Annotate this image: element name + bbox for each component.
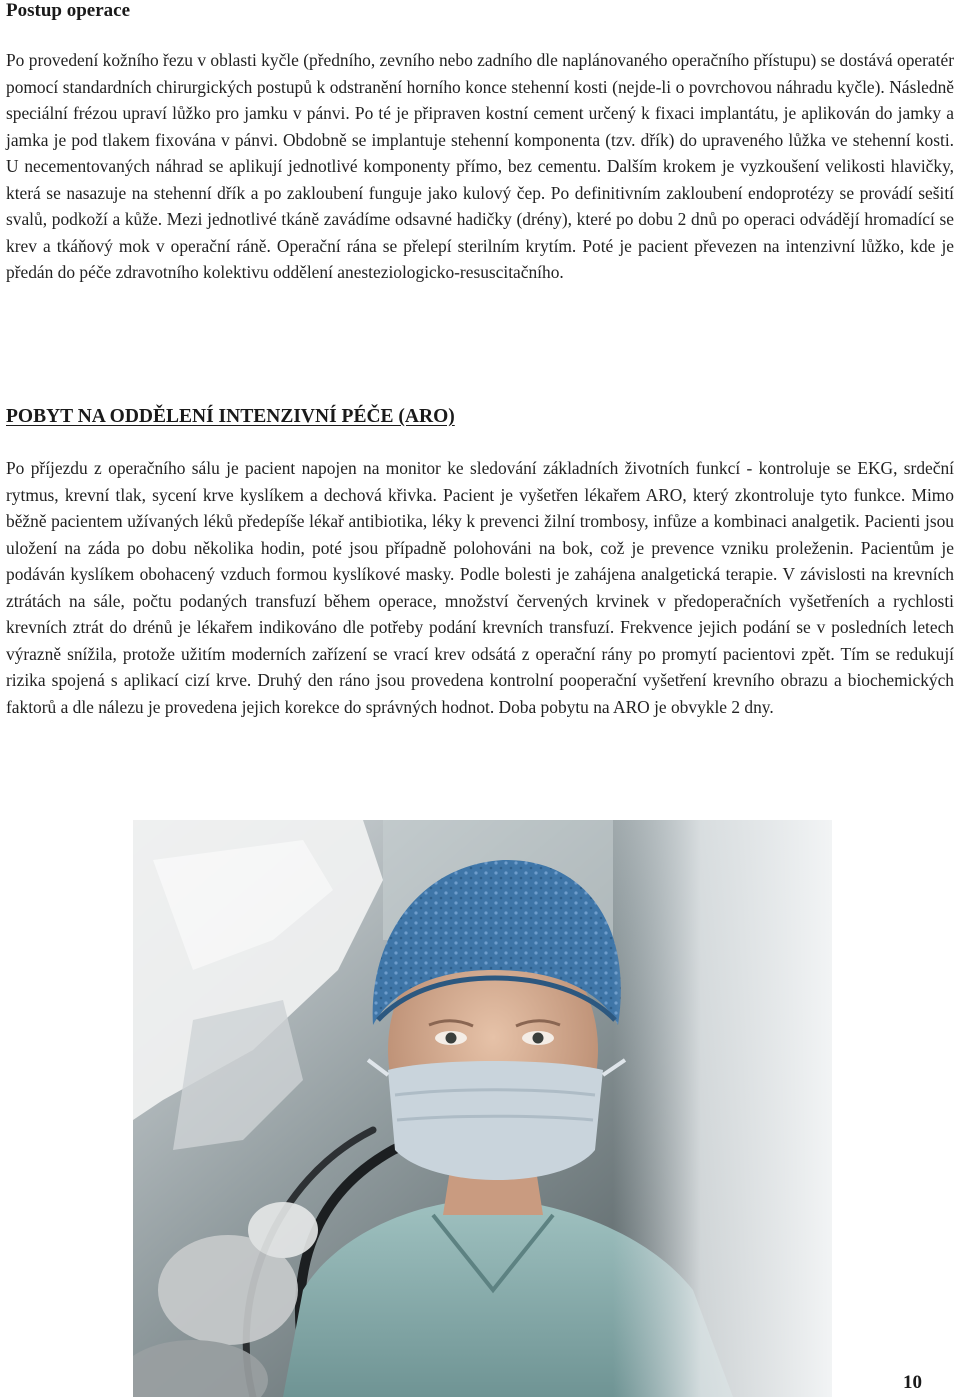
paragraph-postup-operace: Po provedení kožního řezu v oblasti kyčle (předního, zevního nebo zadního dle naplánovaného operačního přístupu) se dostává operatér pomocí standardních chirurgických postupů k odstranění horního konce stehenní kosti (nejde-li o povrchovou náhradu kyčle). Následně speciální frézou upraví lůžko pro jamku v pánvi. Po té je připraven kostní cement určený k fixaci implantátu, je aplikován do jamky a jamka je pod tlakem fixována v pánvi. Obdobně se implantuje stehenní komponenta (tzv. dřík) do upraveného lůžka ve stehenní kosti. U necementovaných náhrad se aplikují jednotlivé komponenty přímo, bez cementu. Dalším krokem je vyzkoušení velikosti hlavičky, která se nasazuje na stehenní dřík a po zakloubení funguje jako kulový čep. Po definitivním zakloubení endoprotézy se provádí sešití svalů, podkoží a kůže. Mezi jednotlivé tkáně zavádíme odsavné hadičky (drény), které po dobu 2 dnů po operaci odvádějí hromadící se krev a tkáňový mok v operační ráně. Operační rána se přelepí sterilním krytím. Poté je pacient převezen na intenzivní lůžko, kde je předán do péče zdravotního kolektivu oddělení anesteziologicko-resuscitačního. bbox=[6, 50, 954, 282]
surgical-mask bbox=[388, 1061, 603, 1180]
foreground-blur-right bbox=[613, 820, 832, 1397]
section-heading-aro: POBYT NA ODDĚLENÍ INTENZIVNÍ PÉČE (ARO) bbox=[6, 406, 455, 427]
surgeon-photo-illustration bbox=[133, 820, 832, 1397]
section-heading-postup-operace: Postup operace bbox=[6, 0, 131, 21]
paragraph-aro: Po příjezdu z operačního sálu je pacient napojen na monitor ke sledování základních životních funkcí - kontroluje se EKG, srdeční rytmus, krevní tlak, sycení krve kyslíkem a dechová křivka. Pacient je vyšetřen lékařem ARO, který zkontroluje tyto funkce. Mimo běžně pacientem užívaných léků předepíše lékař antibiotika, léky k prevenci žilní trombosy, infůze a kombinaci analgetik. Pacienti jsou uložení na záda po dobu několika hodin, poté jsou případně polohováni na bok, což je prevence vzniku proleženin. Pacientům je podáván kyslíkem obohacený vzduch formou kyslíkové masky. Podle bolesti je zahájena analgetická terapie. V závislosti na krevních ztrátách na sále, počtu podaných transfuzí během operace, množství červených krvinek v předoperačních vyšetřeních a rychlosti krevních ztrát do drénů je lékařem indikováno dle potřeby podání krevních transfuzí. Frekvence jejich podání se v posledních letech výrazně snížila, protože užitím moderních zařízení se vrací krev odsátá z operační rány po promytí pacientovi zpět. Tím se redukují rizika spojená s aplikací cizí krve. Druhý den ráno jsou provedena kontrolní pooperační vyšetření krevního obrazu a biochemických faktorů a dle nálezu je provedena jejich korekce do správných hodnot. Doba pobytu na ARO je obvykle 2 dny. bbox=[6, 458, 954, 717]
page-number: 10 bbox=[903, 1372, 922, 1393]
surgeon-photo bbox=[133, 820, 832, 1397]
